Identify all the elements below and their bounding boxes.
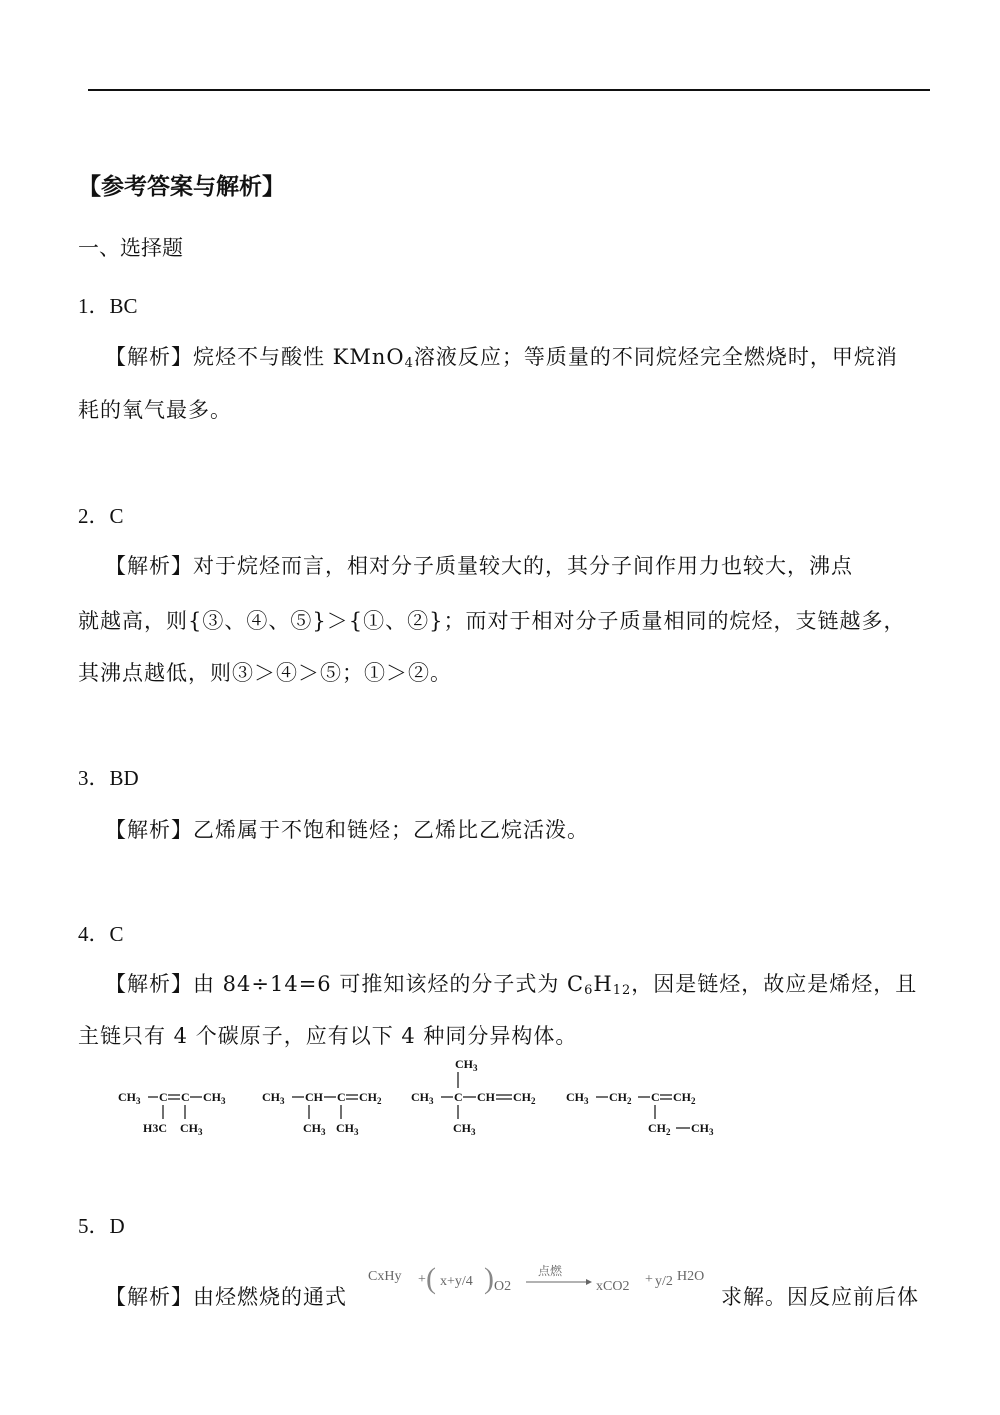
atom: H3C	[143, 1121, 167, 1135]
atom: $CH_3$	[336, 1121, 359, 1137]
atom: CH	[305, 1090, 323, 1104]
formula-p2: y/2	[655, 1274, 673, 1289]
atom: $CH_3$	[453, 1121, 476, 1137]
analysis-tag: 【解析】	[105, 345, 193, 369]
question-5-analysis-line-1a: 【解析】由烃燃烧的通式	[105, 1285, 347, 1309]
question-5-analysis-line-1b: 求解。因反应前后体	[721, 1285, 919, 1309]
question-1-analysis-line-2: 耗的氧气最多。	[78, 398, 232, 422]
question-1-analysis-line-1: 【解析】烷烃不与酸性 KMnO$_4$溶液反应；等质量的不同烷烃完全燃烧时，甲烷消	[105, 345, 898, 371]
formula-h2o: H2O	[677, 1269, 705, 1284]
section-title: 一、选择题	[78, 236, 183, 260]
isomer-3	[411, 1057, 536, 1137]
atom: $CH_3$	[566, 1090, 589, 1106]
atom: $CH_3$	[180, 1121, 203, 1137]
atom: $CH_3$	[262, 1090, 285, 1106]
analysis-tag: 【解析】	[105, 818, 193, 842]
question-3-analysis-line-1: 【解析】乙烯属于不饱和链烃；乙烯比乙烷活泼。	[105, 818, 589, 842]
question-5-number: 5．D	[78, 1214, 125, 1238]
svg-text:+: +	[418, 1272, 426, 1287]
atom: $CH_3$	[203, 1090, 226, 1106]
isomer-structures	[110, 1055, 930, 1140]
atom: $CH_3$	[118, 1090, 141, 1106]
analysis-tag: 【解析】	[105, 1285, 193, 1309]
atom: C	[651, 1090, 660, 1104]
svg-text:): )	[484, 1262, 494, 1295]
formula-p1: xCO2	[596, 1279, 630, 1294]
atom: C	[337, 1090, 346, 1104]
atom: $CH_3$	[411, 1090, 434, 1106]
question-2-analysis-line-3: 其沸点越低，则③＞④＞⑤；①＞②。	[78, 661, 452, 685]
analysis-tag: 【解析】	[105, 554, 193, 578]
atom: $CH_2$	[648, 1121, 671, 1137]
isomer-2	[262, 1090, 382, 1137]
question-4-analysis-line-1: 【解析】由 84÷14=6 可推知该烃的分子式为 $C_6H_{12}$，因是链烃，故应是烯烃，且	[105, 972, 918, 998]
question-1-number: 1．BC	[78, 294, 138, 318]
question-2-analysis-line-2: 就越高，则{③、④、⑤}＞{①、②}；而对于相对分子质量相同的烷烃，支链越多，	[78, 609, 906, 633]
isomer-1	[118, 1090, 226, 1137]
question-2-number: 2．C	[78, 504, 124, 528]
atom: $CH_2$	[513, 1090, 536, 1106]
analysis-tag: 【解析】	[105, 972, 193, 996]
atom: CH	[477, 1090, 495, 1104]
atom: $CH_2$	[609, 1090, 632, 1106]
atom: $CH_2$	[359, 1090, 382, 1106]
atom: $CH_3$	[303, 1121, 326, 1137]
atom: C	[181, 1090, 190, 1104]
question-4-analysis-line-2: 主链只有 4 个碳原子，应有以下 4 种同分异构体。	[78, 1024, 578, 1048]
page-heading: 【参考答案与解析】	[78, 174, 285, 200]
isomer-4	[566, 1090, 714, 1137]
svg-text:+: +	[645, 1272, 653, 1287]
header-rule	[88, 89, 930, 91]
atom: $CH_2$	[673, 1090, 696, 1106]
question-2-analysis-line-1: 【解析】对于烷烃而言，相对分子质量较大的，其分子间作用力也较大，沸点	[105, 554, 853, 578]
atom: $CH_3$	[455, 1057, 478, 1073]
formula-o2: O2	[494, 1279, 512, 1294]
formula-lhs: CxHy	[368, 1269, 402, 1284]
combustion-equation	[368, 1257, 713, 1303]
atom: C	[159, 1090, 168, 1104]
atom: $CH_3$	[691, 1121, 714, 1137]
arrow-head	[586, 1279, 592, 1285]
atom: C	[454, 1090, 463, 1104]
formula-condition: 点燃	[538, 1264, 563, 1278]
question-3-number: 3．BD	[78, 766, 139, 790]
svg-text:(: (	[426, 1262, 436, 1295]
question-4-number: 4．C	[78, 922, 124, 946]
formula-coef: x+y/4	[440, 1274, 473, 1289]
